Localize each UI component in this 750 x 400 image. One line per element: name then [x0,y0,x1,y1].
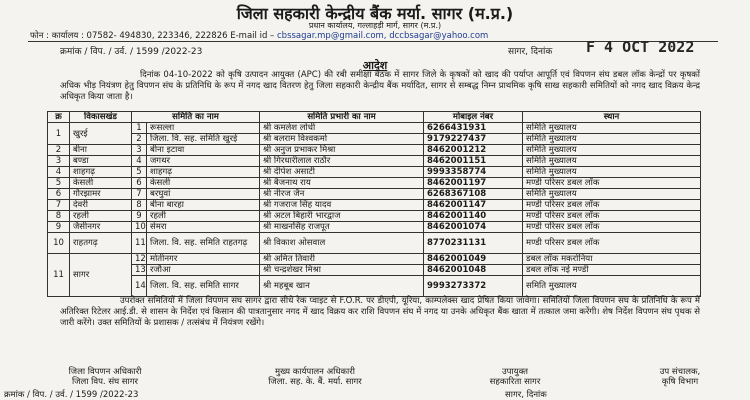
cell-num: 8 [132,200,147,211]
cell-block: सागर [70,254,132,297]
cell-sn: 2 [48,145,70,156]
cell-sn: 5 [48,178,70,189]
cell-sn: 3 [48,156,70,167]
cell-society: रूसल्ला [147,123,260,134]
cell-block: खुरई [70,123,132,145]
signatory-title: उपायुक्त [501,367,529,377]
col-header-block: विकासखंड [70,112,132,123]
phone-numbers: फोन : कार्यालय : 07582- 494830, 223346, 222826 [30,31,228,41]
footer-place-date: सागर, दिनांक [505,390,547,400]
cell-mobile: 8770231131 [424,233,523,254]
cell-num: 7 [132,189,147,200]
cell-num: 13 [132,265,147,276]
table-row [48,276,701,297]
cell-incharge: श्री नीरज जैन [260,189,424,200]
cell-incharge: श्री माखनसिंह राजपूत [260,222,424,233]
cell-incharge: श्री बलराम विश्वकर्मा [260,134,424,145]
order-number: क्रमांक / विप. / उर्व. / 1599 /2022-23 [60,47,203,57]
table-row [48,222,701,233]
cell-mobile: 6266431931 [424,123,523,134]
cell-num: 1 [132,123,147,134]
cell-place: समिति मुख्यालय [523,145,701,156]
table-row [48,211,701,222]
cell-num: 12 [132,254,147,265]
col-header-incharge: समिति प्रभारी का नाम [260,112,424,123]
table-row [48,167,701,178]
cell-mobile: 8462001049 [424,254,523,265]
cell-num: 6 [132,178,147,189]
cell-incharge: श्री अमित तिवारी [260,254,424,265]
cell-sn: 1 [48,123,70,145]
col-header-mobile: मोबाइल नंबर [424,112,523,123]
signatory-office: कृषि विभाग [661,377,699,387]
cell-block: बण्डा [70,156,132,167]
cell-num: 5 [132,167,147,178]
cell-society: जिला. वि. सह. समिति राहतगढ़ [147,233,260,254]
cell-incharge: श्री महबूब खान [260,276,424,297]
cell-num: 9 [132,211,147,222]
cell-sn: 4 [48,167,70,178]
contact-line [30,30,488,41]
signatory-title: जिला विपणन अधिकारी [68,367,142,377]
cell-sn: 6 [48,189,70,200]
cell-society: रहली [147,211,260,222]
signature-block-deputy-commissioner [465,367,565,387]
cell-mobile: 8462001212 [424,145,523,156]
cell-incharge: श्री बैजनाथ राय [260,178,424,189]
col-header-society: समिति का नाम [132,112,260,123]
instructions-paragraph: उपरोक्त समितियों में जिला विपणन संघ सागर द्वारा सीधे रेक प्वाइंट से F.O.R. पर डीएपी, यूरिया, काम्पलेक्स खाद प्रेषित किया जावेगा। समितियों जिला विपणन संघ के प्रतिनिधि के रूप में अतिरिक्त रिटेलर आई.डी. से शासन के निर्देश एवं किसान की पात्रतानुसार नगद में खाद विक्रय कर राशि विपणन संघ में नगद या उनके अधिकृत बैंक खाता में तत्काल जमा करेंगी। शेष निर्देश विपणन संघ पृथक से जारी करेंगे। उक्त समितियों के प्रशासक / तत्संबंध में नियंत्रण रखेंगे। [60,296,700,328]
cell-num: 4 [132,156,147,167]
cell-society: सेमरा [147,222,260,233]
signature-block-deputy-director [630,367,730,387]
cell-society: मोतीनगर [147,254,260,265]
cell-mobile: 8462001074 [424,222,523,233]
cell-incharge: श्री दीपेश असाटी [260,167,424,178]
cell-place: समिति मुख्यालय [523,156,701,167]
cell-num: 14 [132,276,147,297]
cell-num: 2 [132,134,147,145]
signatory-office: जिला विप. संघ सागर [71,377,139,387]
email-secondary[interactable]: dccbsagar@yahoo.com [389,31,489,41]
cell-society: बरघुवां [147,189,260,200]
cell-place: मण्डी परिसर डबल लॉक [523,211,701,222]
footer-order-number: क्रमांक / विप. / उर्व. / 1599 /2022-23 [4,390,139,400]
cell-mobile: 6268367108 [424,189,523,200]
cell-place: समिति मुख्यालय [523,123,701,134]
cell-incharge: श्री गिरधारीलाल राठौर [260,156,424,167]
cell-mobile: 8462001151 [424,156,523,167]
table-row [48,265,701,276]
cell-block: गौरझामर [70,189,132,200]
table-row [48,233,701,254]
table-row [48,178,701,189]
cell-block: देवरी [70,200,132,211]
cell-mobile: 8462001147 [424,200,523,211]
society-table [47,111,701,297]
order-heading: आदेश [362,59,388,72]
cell-sn: 10 [48,233,70,254]
cell-sn: 9 [48,222,70,233]
cell-incharge: श्री चन्द्रशेखर मिश्रा [260,265,424,276]
cell-incharge: श्री अनुज प्रभाकर मिश्रा [260,145,424,156]
table-row [48,189,701,200]
signatory-title: उप संचालक, [659,367,701,377]
cell-mobile: 8462001197 [424,178,523,189]
table-row [48,156,701,167]
date-stamp: F 4 OCT 2022 [586,38,695,56]
cell-society: बीना बारहा [147,200,260,211]
cell-place: समिति मुख्यालय [523,276,701,297]
cell-sn: 11 [48,254,70,297]
cell-block: रहली [70,211,132,222]
cell-mobile: 9993273372 [424,276,523,297]
cell-place: मण्डी परिसर डबल लॉक [523,233,701,254]
table-row [48,200,701,211]
cell-sn: 7 [48,200,70,211]
bank-address: प्रधान कार्यालय, गल्लाहड़ी मार्ग, सागर (म.प्र.) [308,21,442,30]
cell-society: जिला. वि. सह. समिति खुरई [147,134,260,145]
cell-num: 3 [132,145,147,156]
cell-block: राहतगढ़ [70,233,132,254]
cell-place: समिति मुख्यालय [523,189,701,200]
cell-incharge: श्री कमलेश लोधी [260,123,424,134]
email-primary[interactable]: cbssagar.mp@gmail.com, [277,31,387,41]
cell-place: डबल लॉक नई मण्डी [523,265,701,276]
col-header-sn: क्र [48,112,70,123]
table-row [48,145,701,156]
cell-place: मण्डी परिसर डबल लॉक [523,200,701,211]
order-paragraph: दिनांक 04-10-2022 को कृषि उत्पादन आयुक्त (APC) की रबी समीक्षा बैठक में सागर जिले के कृषकों को खाद की पर्याप्त आपूर्ति एवं विपणन संघ डबल लॉक केन्द्रों पर कृषकों अधिक भीड़ नियंत्रण हेतु विपणन संघ के प्रतिनिधि के रूप में नगद खाद वितरण हेतु जिला सहकारी केन्द्रीय बैंक मर्यादित, सागर से सम्बद्ध निम्न प्राथमिक कृषि साख सहकारी समितियों को नगद खाद विक्रय केन्द्र अधिकृत किया जाता है। [60,70,700,102]
signature-block-ceo [230,367,400,387]
table-row [48,254,701,265]
cell-block: जैसीनगर [70,222,132,233]
cell-num: 10 [132,222,147,233]
cell-place: समिति मुख्यालय [523,134,701,145]
cell-block: बीना [70,145,132,156]
cell-place: मण्डी परिसर डबल लॉक [523,178,701,189]
place-date: सागर, दिनांक [508,47,553,57]
cell-mobile: 8462001140 [424,211,523,222]
cell-sn: 8 [48,211,70,222]
signatory-office: जिला. सह. के. बैं. मर्या. सागर [268,377,362,387]
cell-society: रजौआ [147,265,260,276]
cell-society: जगथर [147,156,260,167]
table-row [48,134,701,145]
signatory-office: सहकारिता सागर [489,377,541,387]
cell-mobile: 9993358774 [424,167,523,178]
table-row [48,123,701,134]
signature-block-marketing-officer [40,367,170,387]
cell-place: डबल लॉक मकरोनिया [523,254,701,265]
cell-block: शाहगढ़ [70,167,132,178]
cell-mobile: 9179227437 [424,134,523,145]
cell-society: जिला. वि. सह. समिति सागर [147,276,260,297]
cell-society: केसली [147,178,260,189]
cell-society: बीना इटावा [147,145,260,156]
cell-incharge: श्री अटल बिहारी भारद्वाज [260,211,424,222]
cell-society: शाहगढ़ [147,167,260,178]
cell-num: 11 [132,233,147,254]
cell-place: मण्डी परिसर डबल लॉक [523,222,701,233]
col-header-place: स्थान [523,112,701,123]
bank-title: जिला सहकारी केन्द्रीय बैंक मर्या. सागर (म.प्र.) [236,4,514,23]
table-header-row [48,112,701,123]
cell-block: केसली [70,178,132,189]
cell-incharge: श्री विकाश ओसवाल [260,233,424,254]
signatory-title: मुख्य कार्यपालन अधिकारी [275,367,355,377]
cell-incharge: श्री गजराज सिंह यादव [260,200,424,211]
cell-place: समिति मुख्यालय [523,167,701,178]
cell-mobile: 8462001048 [424,265,523,276]
email-label: E-mail id – [230,31,275,41]
